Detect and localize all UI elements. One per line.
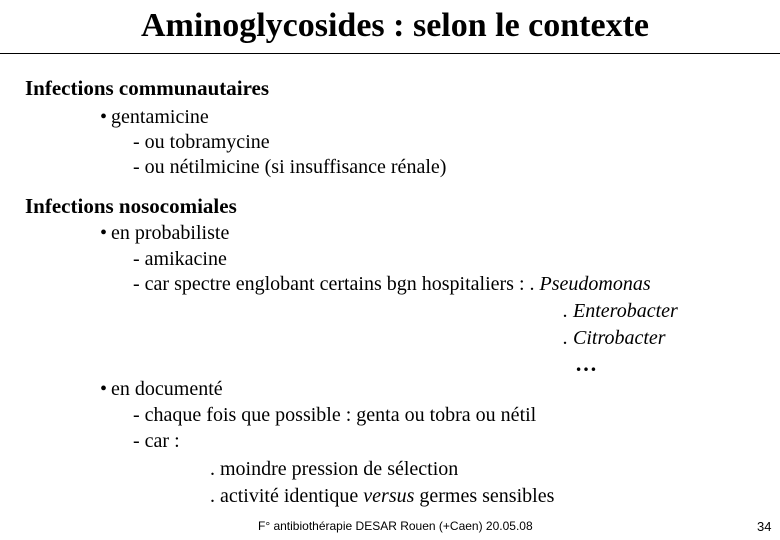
bullet-gentamicine [100,105,209,129]
sub-tobramycine: - ou tobramycine [133,131,270,153]
bullet-icon: • [100,222,108,244]
bullet-icon: • [100,378,108,400]
item-gentamicine: gentamicine [111,106,209,128]
bullet-icon: • [100,106,108,128]
germ-pseudomonas: Pseudomonas [539,273,651,295]
sub-spectre-text: - car spectre englobant certains bgn hospitaliers : . [133,273,535,295]
germ-ellipsis: … [575,351,597,376]
sub-netilmicine: - ou nétilmicine (si insuffisance rénale) [133,156,447,178]
footer-text: F° antibiothérapie DESAR Rouen (+Caen) 20.05.08 [258,519,533,533]
germ-citrobacter: . Citrobacter [563,327,666,349]
sub-spectre [133,272,651,296]
reason-versus: versus [363,485,415,507]
item-probabiliste: en probabiliste [111,222,230,244]
heading-communautaires: Infections communautaires [25,76,270,100]
reason-germes: germes sensibles [419,485,555,507]
sub-chaque-fois: - chaque fois que possible : genta ou tobra ou nétil [133,404,537,426]
item-documente: en documenté [111,378,223,400]
germ-enterobacter: . Enterobacter [563,300,678,322]
reason-activite-text: . activité identique [210,485,359,507]
bullet-probabiliste [100,221,229,245]
page-number: 34 [757,519,772,534]
sub-amikacine: - amikacine [133,248,227,270]
reason-activite [210,484,554,508]
slide-title: Aminoglycosides : selon le contexte [140,7,650,44]
heading-nosocomiales: Infections nosocomiales [25,194,237,218]
sub-car: - car : [133,430,180,452]
title-divider [0,53,780,54]
bullet-documente [100,377,223,401]
reason-pression: . moindre pression de sélection [210,458,459,480]
